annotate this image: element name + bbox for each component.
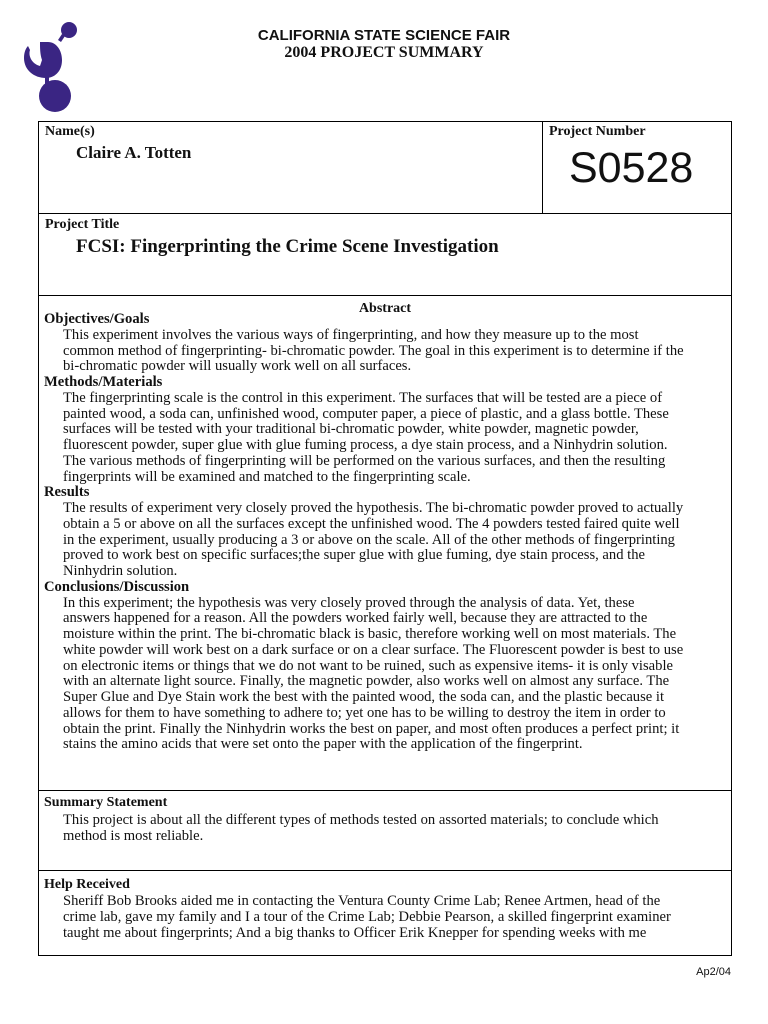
- abstract-line: Ninhydrin solution.: [63, 563, 178, 579]
- abstract-line: with an alternate light source. Finally, the magnetic powder, also works well on almost any surface. The: [63, 673, 670, 690]
- help-line: taught me about fingerprints; And a big thanks to Officer Erik Knepper for spending weeks with me: [63, 924, 647, 941]
- abstract-line: proved to work best on specific surfaces;the super glue with glue fuming, dye stain process, and the: [63, 547, 645, 564]
- abstract-line: stains the amino acids that were set onto the paper with the application of the fingerprint.: [63, 736, 583, 753]
- names-label: Name(s): [45, 124, 95, 139]
- section-heading: Conclusions/Discussion: [44, 578, 190, 595]
- project-title-section: [38, 213, 732, 296]
- summary-subtitle: 2004 PROJECT SUMMARY: [284, 44, 484, 61]
- abstract-line: The fingerprinting scale is the control in this experiment. The surfaces that will be tested are a piece of: [63, 389, 663, 406]
- abstract-line: Super Glue and Dye Stain work the best with the painted wood, the soda can, and the plastic because it: [63, 689, 665, 705]
- abstract-label: Abstract: [358, 301, 412, 316]
- abstract-line: fingerprints will be examined and matched to the fingerprinting scale.: [63, 468, 471, 485]
- student-name: Claire A. Totten: [76, 143, 192, 162]
- help-label: Help Received: [44, 877, 130, 892]
- abstract-line: in the experiment, usually producing a 3 or above on the scale. All of the other methods of fingerprinting: [63, 531, 675, 548]
- summary-section: [38, 790, 732, 871]
- abstract-line: painted wood, a soda can, unfinished wood, computer paper, a piece of plastic, and a glass bottle. These: [63, 405, 669, 422]
- abstract-line: obtain a 5 or above on all the surfaces except the unfinished wood. The 4 powders tested faired quite well: [63, 515, 680, 532]
- abstract-line: In this experiment; the hypothesis was very closely proved through the analysis of data. Yet, these: [63, 594, 635, 611]
- project-title: FCSI: Fingerprinting the Crime Scene Investigation: [76, 236, 499, 257]
- abstract-line: allows for them to have something to adhere to; yet one has to be willing to destroy the item in order to: [63, 704, 666, 721]
- abstract-line: The various methods of fingerprinting will be performed on the various surfaces, and then the resulting: [63, 452, 666, 469]
- abstract-section: [38, 295, 732, 791]
- abstract-line: common method of fingerprinting- bi-chromatic powder. The goal in this experiment is to determine if the: [63, 342, 684, 359]
- help-line: Sheriff Bob Brooks aided me in contacting the Ventura County Crime Lab; Renee Artmen, head of the: [63, 893, 661, 909]
- abstract-line: The results of experiment very closely proved the hypothesis. The bi-chromatic powder proved to actually: [63, 500, 684, 516]
- section-heading: Objectives/Goals: [44, 311, 150, 327]
- summary-line: method is most reliable.: [63, 827, 204, 844]
- section-heading: Results: [44, 484, 90, 501]
- abstract-line: on electronic items or things that we do not want to be ruined, such as expensive items- it is only visable: [63, 657, 673, 674]
- abstract-line: surfaces will be tested with your traditional bi-chromatic powder, white powder, magnetic powder,: [63, 421, 639, 438]
- summary-line: This project is about all the different types of methods tested on assorted materials; to conclude which: [63, 812, 659, 828]
- name-section: [38, 121, 732, 214]
- abstract-body: [44, 311, 684, 753]
- summary-body: [63, 813, 659, 845]
- help-line: crime lab, gave my family and I a tour of the Crime Lab; Debbie Pearson, a skilled fingerprint examiner: [63, 908, 671, 925]
- abstract-line: moisture within the print. The bi-chromatic black is basic, therefore working well on most materials. The: [63, 626, 677, 642]
- fair-title: CALIFORNIA STATE SCIENCE FAIR: [257, 27, 511, 44]
- help-section: [38, 870, 732, 956]
- abstract-line: This experiment involves the various ways of fingerprinting, and how they measure up to the most: [63, 326, 639, 343]
- project-number: S0528: [569, 144, 694, 192]
- footer-code: Ap2/04: [696, 966, 731, 978]
- project-number-label: Project Number: [549, 124, 646, 139]
- abstract-line: fluorescent powder, super glue with glue fuming process, a dye stain process, and a Ninhydrin solution.: [63, 437, 668, 453]
- help-body: [63, 894, 671, 941]
- project-title-label: Project Title: [45, 217, 120, 232]
- abstract-line: white powder will work best on a dark surface or on a clear surface. The Fluorescent powder is best to use: [63, 641, 684, 658]
- divider: [542, 122, 543, 213]
- summary-label: Summary Statement: [44, 795, 168, 810]
- section-heading: Methods/Materials: [44, 374, 163, 390]
- abstract-line: obtain the print. Finally the Ninhydrin works the best on paper, and most often produces a perfect print; it: [63, 720, 680, 737]
- abstract-line: bi-chromatic powder will usually work well on all surfaces.: [63, 358, 412, 375]
- abstract-line: answers happened for a reason. All the powders worked fairly well, because they are attracted to the: [63, 610, 648, 627]
